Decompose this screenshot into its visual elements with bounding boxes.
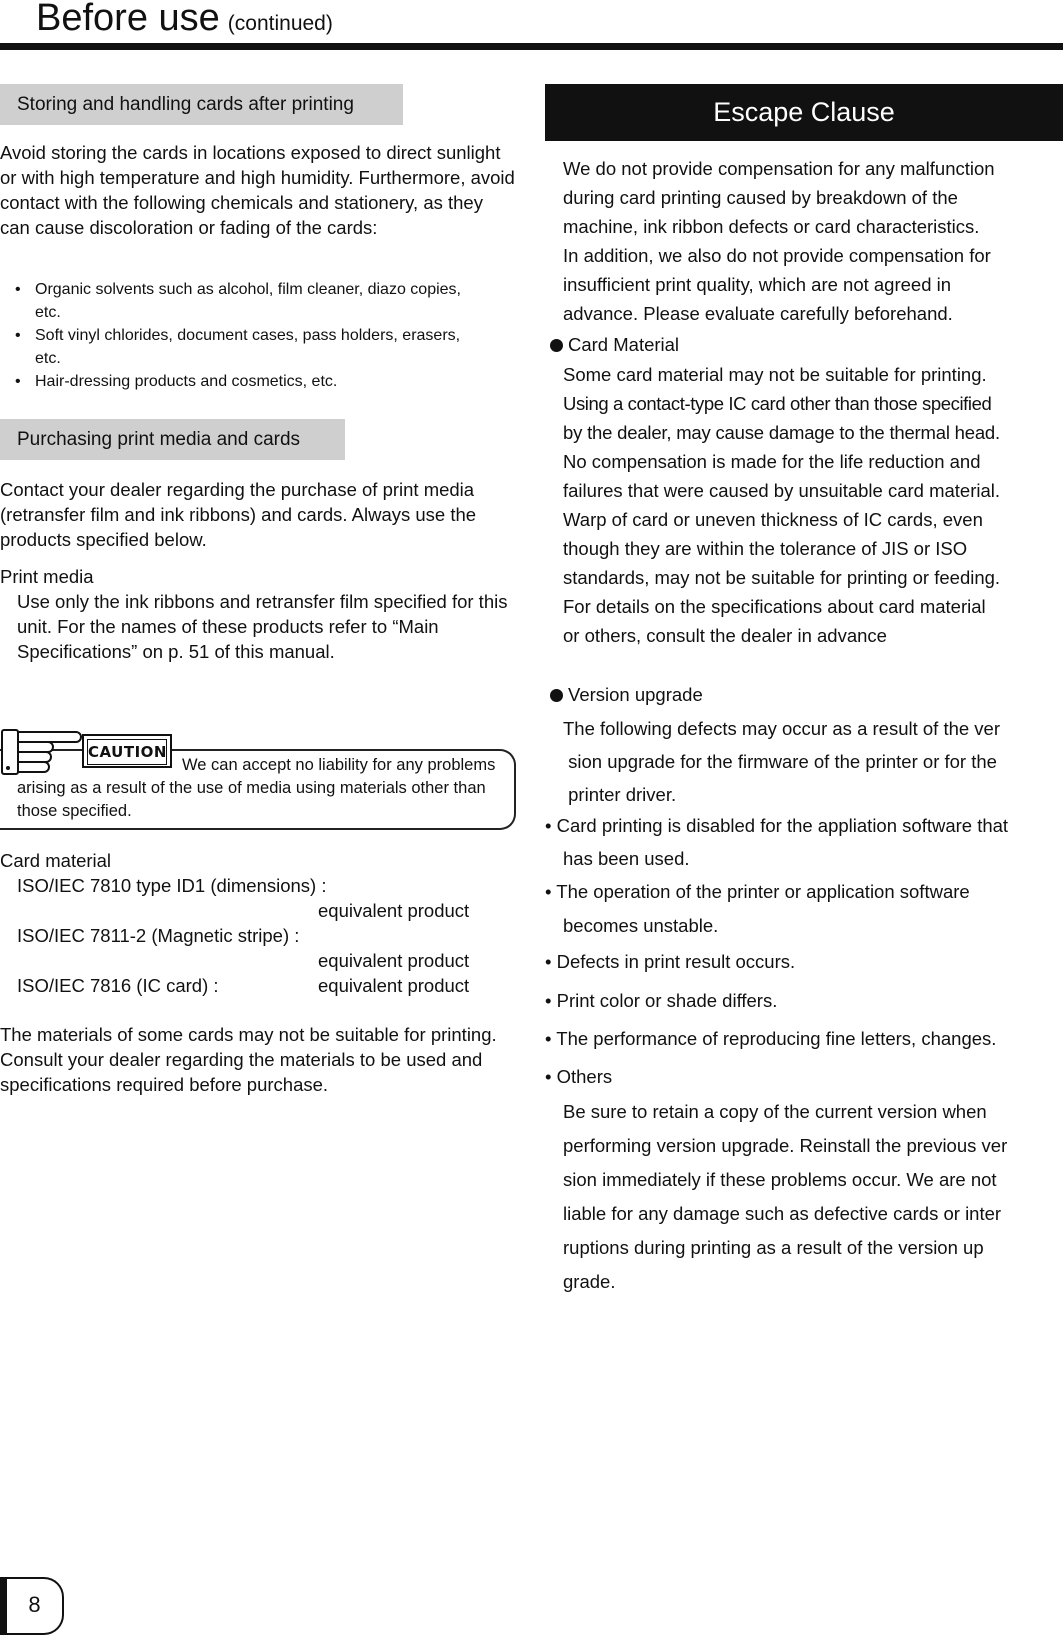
list-item: • Soft vinyl chlorides, document cases, pass holders, erasers, etc. xyxy=(0,324,490,370)
list-item-continuation: has been used. xyxy=(563,848,690,869)
text-line: sion upgrade for the firmware of the printer or for the xyxy=(563,751,997,772)
caution-text: We can accept no liability for any problems arising as a result of the use of media using materials other than those specified. xyxy=(17,756,496,820)
text-line: printer driver. xyxy=(563,784,677,805)
list-item: • Hair-dressing products and cosmetics, etc. xyxy=(0,370,490,393)
header-rule xyxy=(0,43,1063,50)
bullet-dot-icon xyxy=(550,689,563,702)
storing-bullet-list xyxy=(0,278,490,393)
print-media-text: Use only the ink ribbons and retransfer film specified for this unit. For the names of these products refer to “Main Specifications” on p. 51 of this manual. xyxy=(17,591,508,662)
caution-label: CAUTION xyxy=(87,739,167,765)
text-line: sion immediately if these problems occur. We are not xyxy=(563,1169,997,1190)
text-line: performing version upgrade. Reinstall the previous ver xyxy=(563,1135,1008,1156)
card-material-subheading-text: Card Material xyxy=(568,334,680,355)
list-item: • Organic solvents such as alcohol, film cleaner, diazo copies, etc. xyxy=(0,278,490,324)
text-line: In addition, we also do not provide compensation for xyxy=(563,245,991,266)
card-standard-name: ISO/IEC 7816 (IC card) : xyxy=(17,975,219,996)
storing-paragraph: Avoid storing the cards in locations exposed to direct sunlight or with high temperature and high humidity. Furthermore, avoid contact with the following chemicals and stationery, as they can cause discoloration or fading of the cards: xyxy=(0,142,515,238)
text-line: For details on the specifications about card material xyxy=(563,596,986,617)
list-item: • Print color or shade differs. xyxy=(545,990,778,1011)
list-item: • The performance of reproducing fine letters, changes. xyxy=(545,1028,997,1049)
text-line: liable for any damage such as defective cards or inter xyxy=(563,1203,1002,1224)
page-number: 8 xyxy=(0,1577,64,1635)
page-title xyxy=(36,0,333,48)
text-line: The following defects may occur as a result of the ver xyxy=(563,718,1001,739)
print-media-label: Print media xyxy=(0,566,94,587)
list-item: • Defects in print result occurs. xyxy=(545,951,796,972)
text-line: by the dealer, may cause damage to the thermal head. xyxy=(563,422,1000,443)
card-material-label: Card material xyxy=(0,850,112,871)
text-line: during card printing caused by breakdown of the xyxy=(563,187,958,208)
list-item: • The operation of the printer or application software xyxy=(545,881,970,902)
text-line: grade. xyxy=(563,1271,616,1292)
text-line: No compensation is made for the life reduction and xyxy=(563,451,981,472)
bullet-dot-icon xyxy=(550,339,563,352)
storing-heading: Storing and handling cards after printing xyxy=(0,84,403,125)
list-item: • Card printing is disabled for the appliation software that xyxy=(545,815,1009,836)
text-line: insufficient print quality, which are not agreed in xyxy=(563,274,952,295)
card-standard-value: equivalent product xyxy=(318,950,470,971)
text-line: machine, ink ribbon defects or card characteristics. xyxy=(563,216,980,237)
page-title-text: Before use xyxy=(36,0,220,39)
text-line: We do not provide compensation for any malfunction xyxy=(563,158,995,179)
text-line: Some card material may not be suitable for printing. xyxy=(563,364,987,385)
text-line: Be sure to retain a copy of the current version when xyxy=(563,1101,987,1122)
page-title-subtitle: (continued) xyxy=(227,12,333,35)
card-material-subheading xyxy=(550,334,679,356)
card-material-note: The materials of some cards may not be suitable for printing. Consult your dealer regarding the materials to be used and specifications required before purchase. xyxy=(0,1024,497,1095)
version-upgrade-subheading-text: Version upgrade xyxy=(568,684,703,705)
list-item-continuation: becomes unstable. xyxy=(563,915,719,936)
card-standard-value: equivalent product xyxy=(318,900,470,921)
purchasing-heading: Purchasing print media and cards xyxy=(0,419,345,460)
escape-clause-heading: Escape Clause xyxy=(545,84,1063,141)
text-line: though they are within the tolerance of JIS or ISO xyxy=(563,538,968,559)
purchasing-paragraph: Contact your dealer regarding the purchase of print media (retransfer film and ink ribbons) and cards. Always use the products specified below. xyxy=(0,479,477,550)
text-line: ruptions during printing as a result of the version up xyxy=(563,1237,984,1258)
card-standard-name: ISO/IEC 7810 type ID1 (dimensions) : xyxy=(17,875,327,896)
text-line: Warp of card or uneven thickness of IC cards, even xyxy=(563,509,983,530)
text-line: standards, may not be suitable for printing or feeding. xyxy=(563,567,1001,588)
card-standard-value: equivalent product xyxy=(318,975,470,996)
text-line: advance. Please evaluate carefully beforehand. xyxy=(563,303,953,324)
version-upgrade-subheading xyxy=(550,684,703,706)
text-line: or others, consult the dealer in advance xyxy=(563,625,887,646)
text-line: Using a contact-type IC card other than those specified xyxy=(563,393,992,414)
list-item: • Others xyxy=(545,1066,613,1087)
card-standard-name: ISO/IEC 7811-2 (Magnetic stripe) : xyxy=(17,925,300,946)
text-line: failures that were caused by unsuitable card material. xyxy=(563,480,1001,501)
